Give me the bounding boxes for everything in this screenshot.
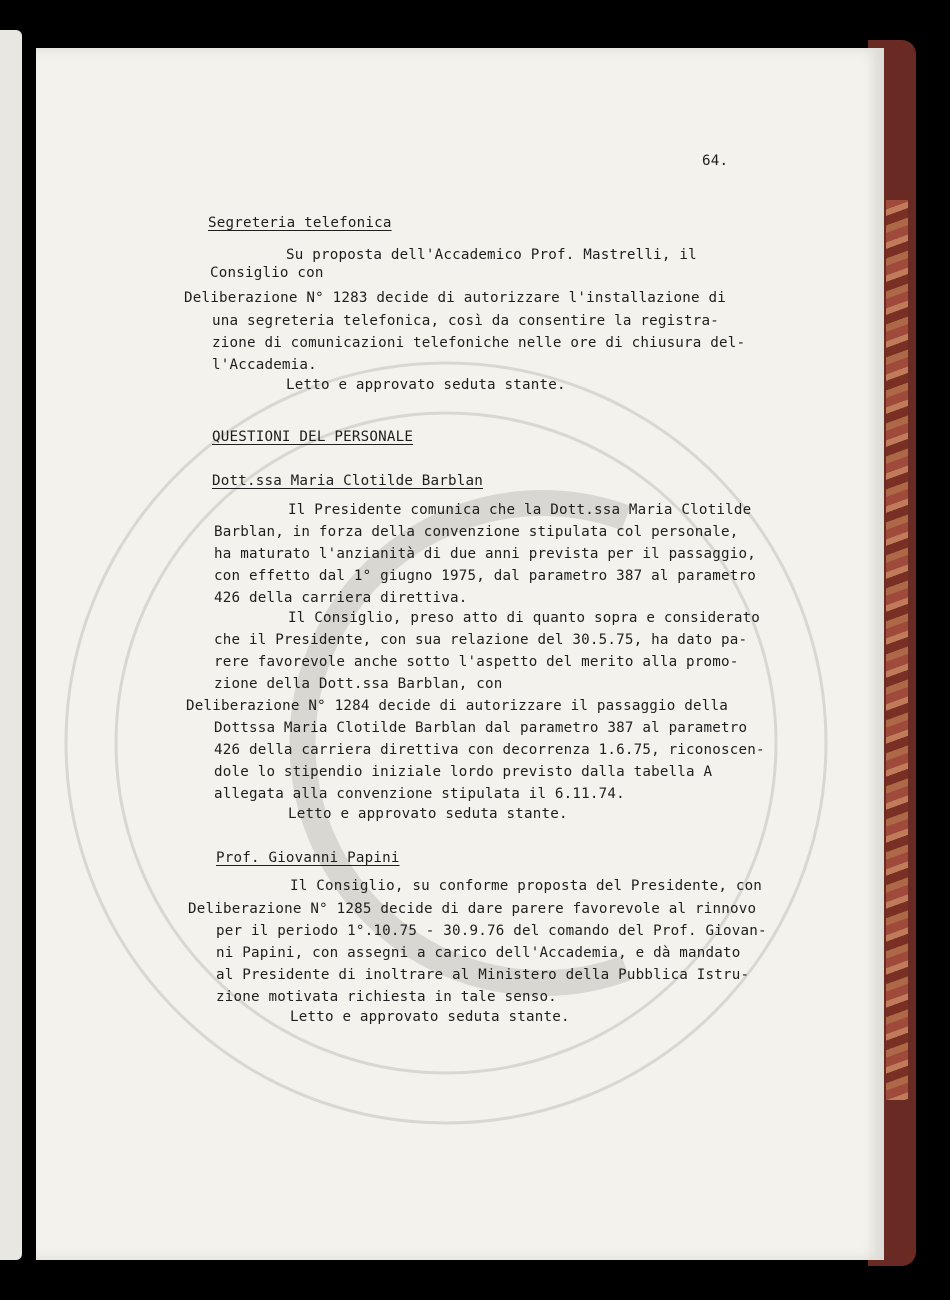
paragraph-line: ni Papini, con assegni a carico dell'Accademia, e dà mandato: [216, 945, 741, 961]
paragraph-line: al Presidente di inoltrare al Ministero della Pubblica Istru-: [216, 967, 750, 983]
paragraph-line: Consiglio con: [210, 265, 324, 281]
paragraph-line: Letto e approvato seduta stante.: [290, 1009, 570, 1025]
paragraph-line: che il Presidente, con sua relazione del 30.5.75, ha dato pa-: [214, 632, 748, 648]
paragraph-line: Dottssa Maria Clotilde Barblan dal parametro 387 al parametro: [214, 720, 748, 736]
paragraph-line: dole lo stipendio iniziale lordo previsto dalla tabella A: [214, 764, 713, 780]
paragraph-line: zione della Dott.ssa Barblan, con: [214, 676, 503, 692]
document-page: [36, 48, 884, 1260]
paragraph-line: Il Consiglio, preso atto di quanto sopra e considerato: [288, 610, 761, 626]
paragraph-line: con effetto dal 1° giugno 1975, dal parametro 387 al parametro: [214, 568, 756, 584]
paragraph-line: l'Accademia.: [212, 357, 317, 373]
deliberation-line: Deliberazione N° 1284 decide di autorizzare il passaggio della: [186, 698, 728, 714]
subsection-heading-papini: Prof. Giovanni Papini: [216, 850, 400, 866]
previous-page-edge: [0, 30, 22, 1260]
paragraph-line: Su proposta dell'Accademico Prof. Mastrelli, il: [286, 247, 697, 263]
paragraph-line: Il Presidente comunica che la Dott.ssa Maria Clotilde: [288, 502, 752, 518]
paragraph-line: Il Consiglio, su conforme proposta del Presidente, con: [290, 878, 763, 894]
deliberation-line: Deliberazione N° 1283 decide di autorizzare l'installazione di: [184, 290, 726, 306]
paragraph-line: per il periodo 1°.10.75 - 30.9.76 del comando del Prof. Giovan-: [216, 923, 767, 939]
paragraph-line: Letto e approvato seduta stante.: [286, 377, 566, 393]
deliberation-line: Deliberazione N° 1285 decide di dare parere favorevole al rinnovo: [188, 901, 757, 917]
paragraph-line: zione di comunicazioni telefoniche nelle ore di chiusura del-: [212, 335, 746, 351]
section-heading-segreteria: Segreteria telefonica: [208, 215, 392, 231]
paragraph-line: 426 della carriera direttiva con decorrenza 1.6.75, riconoscen-: [214, 742, 765, 758]
marbled-edge: [886, 200, 908, 1100]
paragraph-line: ha maturato l'anzianità di due anni prevista per il passaggio,: [214, 546, 756, 562]
paragraph-line: allegata alla convenzione stipulata il 6.11.74.: [214, 786, 625, 802]
paragraph-line: Barblan, in forza della convenzione stipulata col personale,: [214, 524, 739, 540]
subsection-heading-barblan: Dott.ssa Maria Clotilde Barblan: [212, 473, 483, 489]
paragraph-line: 426 della carriera direttiva.: [214, 590, 468, 606]
section-heading-personale: QUESTIONI DEL PERSONALE: [212, 429, 414, 445]
paragraph-line: una segreteria telefonica, così da consentire la registra-: [212, 313, 720, 329]
page-number: 64.: [702, 153, 729, 169]
paragraph-line: Letto e approvato seduta stante.: [288, 806, 568, 822]
paragraph-line: zione motivata richiesta in tale senso.: [216, 989, 557, 1005]
paragraph-line: rere favorevole anche sotto l'aspetto del merito alla promo-: [214, 654, 739, 670]
